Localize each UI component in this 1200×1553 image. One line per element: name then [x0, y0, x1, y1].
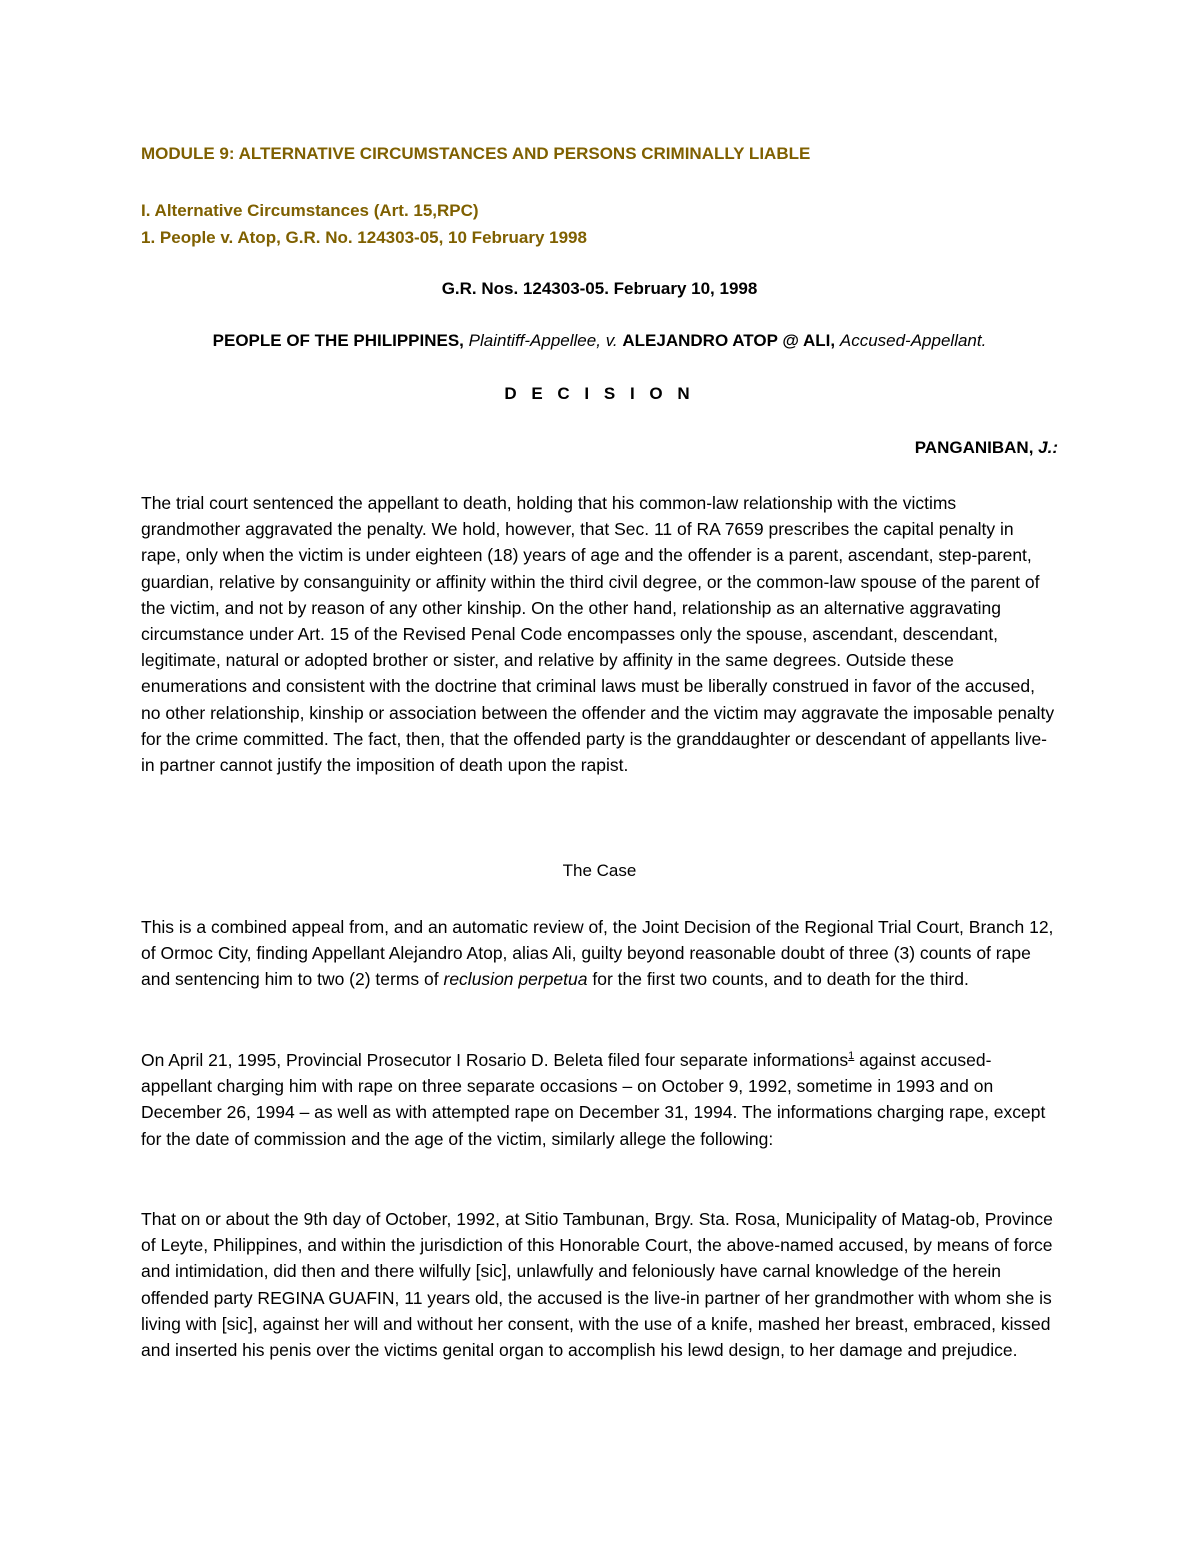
- ponente-suffix: J.:: [1038, 438, 1058, 457]
- paragraph-appeal-text-b: for the first two counts, and to death for the third.: [587, 969, 969, 990]
- section-headings: [141, 197, 587, 251]
- the-case-heading: The Case: [562, 861, 637, 880]
- plaintiff-role: Plaintiff-Appellee,: [468, 331, 601, 350]
- decision-heading: D E C I S I O N: [504, 384, 695, 403]
- case-parties: [141, 331, 1058, 351]
- paragraph-informations-text-a: On April 21, 1995, Provincial Prosecutor I Rosario D. Beleta filed four separate informations: [141, 1050, 849, 1070]
- paragraph-appeal: [141, 914, 1058, 993]
- ponente: [915, 438, 1058, 458]
- accused-name: ALEJANDRO ATOP @ ALI,: [622, 331, 836, 350]
- paragraph-summary: The trial court sentenced the appellant to death, holding that his common-law relationship with the victims grandmother aggravated the penalty. We hold, however, that Sec. 11 of RA 7659 prescribes the capital penalty in rape, only when the victim is under eighteen (18) years of age and the offender is a parent, ascendant, step-parent, guardian, relative by consanguinity or affinity within the third civil degree, or the common-law spouse of the parent of the victim, and not by reason of any other kinship. On the other hand, relationship as an alternative aggravating circumstance under Art. 15 of the Revised Penal Code encompasses only the spouse, ascendant, descendant, legitimate, natural or adopted brother or sister, and relative by affinity in the same degrees. Outside these enumerations and consistent with the doctrine that criminal laws must be liberally construed in favor of the accused, no other relationship, kinship or association between the offender and the victim may aggravate the imposable penalty for the crime committed. The fact, then, that the offended party is the granddaughter or descendant of appellants live-in partner cannot justify the imposition of death upon the rapist.: [141, 493, 1055, 776]
- footnote-link[interactable]: 1: [848, 1050, 855, 1063]
- paragraph-appeal-text-a: This is a combined appeal from, and an automatic review of, the Joint Decision of the Regional Trial Court, Branch 12, of Ormoc City, finding Appellant Alejandro Atop, alias Ali, guilty beyond reasonable doubt of three (3) counts of rape and sentencing him to two (2) terms of: [141, 917, 1054, 990]
- reclusion-perpetua-term: reclusion perpetua: [443, 969, 588, 990]
- paragraph-informations-text-b: against accused-appellant charging him with rape on three separate occasions – on October 9, 1992, sometime in 1993 and on December 26, 1994 – as well as with attempted rape on December 31, 1994. The informations charging rape, except for the date of commission and the age of the victim, similarly allege the following:: [141, 1050, 1046, 1149]
- versus: v.: [605, 331, 618, 350]
- gr-number-line: G.R. Nos. 124303-05. February 10, 1998: [441, 279, 758, 298]
- section-title: I. Alternative Circumstances (Art. 15,RPC): [141, 201, 479, 220]
- module-title: MODULE 9: ALTERNATIVE CIRCUMSTANCES AND PERSONS CRIMINALLY LIABLE: [141, 144, 811, 163]
- paragraph-information-quote: That on or about the 9th day of October, 1992, at Sitio Tambunan, Brgy. Sta. Rosa, Municipality of Matag-ob, Province of Leyte, Philippines, and within the jurisdiction of this Honorable Court, the above-named accused, by means of force and intimidation, did then and there wilfully [sic], unlawfully and feloniously have carnal knowledge of the herein offended party REGINA GUAFIN, 11 years old, the accused is the live-in partner of her grandmother with whom she is living with [sic], against her will and without her consent, with the use of a knife, mashed her breast, embraced, kissed and inserted his penis over the victims genital organ to accomplish his lewd design, to her damage and prejudice.: [141, 1209, 1053, 1361]
- accused-role: Accused-Appellant.: [839, 331, 987, 350]
- case-title: 1. People v. Atop, G.R. No. 124303-05, 10 February 1998: [141, 228, 587, 247]
- ponente-name: PANGANIBAN,: [914, 438, 1034, 457]
- plaintiff-name: PEOPLE OF THE PHILIPPINES,: [212, 331, 464, 350]
- paragraph-informations: [141, 1047, 1058, 1152]
